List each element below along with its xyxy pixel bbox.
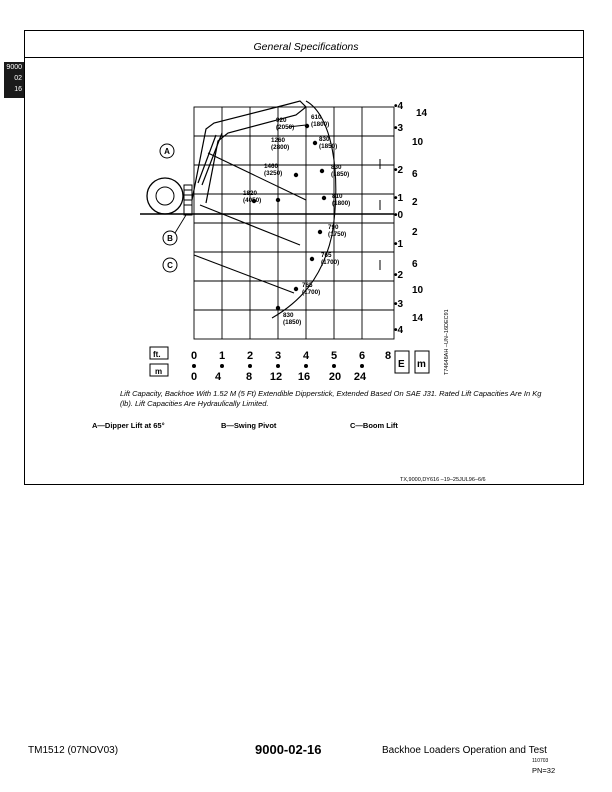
section-tab-line-2: 02 [14,75,22,82]
footer-page-number: PN=32 [532,766,556,775]
axis-tick-label: 2 [246,350,254,362]
section-tab [4,62,24,98]
capacity-label: 810 [332,193,343,200]
axis-m-label: m [155,367,163,376]
legend-item-b: B—Swing Pivot [221,421,277,430]
capacity-markers [252,124,326,310]
lift-range-curves [194,101,336,318]
axis-tick-label: 16 [297,371,311,383]
capacity-label: (4050) [243,197,262,204]
callout-c [163,258,177,272]
frame-left-rule [24,30,25,484]
callout-a [160,144,174,158]
scale-label-meters: •1 [394,239,404,250]
capacity-label: 610 [311,114,322,121]
scale-label-feet: 6 [412,259,418,270]
callout-a-letter: A [164,147,170,156]
axis-ft-label: ft. [153,350,161,359]
scale-label-meters: •2 [394,165,404,176]
footer-manual-id: TM1512 (07NOV03) [28,745,119,756]
axis-tick-label: 8 [245,371,253,383]
capacity-label: 765 [302,282,313,289]
capacity-label: 1820 [243,190,258,197]
scale-label-feet: 10 [412,285,424,296]
footer-section-number: 9000-02-16 [255,742,322,757]
scale-label-meters: •2 [394,270,404,281]
axis-tick-label: 4 [214,371,222,383]
frame-bottom-rule [24,484,584,485]
axis-tick-label: 5 [330,350,338,362]
scale-label-feet: 2 [412,197,418,208]
backhoe-frame [184,185,192,215]
capacity-label: (1800) [311,121,330,128]
capacity-label: (1850) [331,171,350,178]
capacity-label: (1800) [332,200,351,207]
figure-caption: Lift Capacity, Backhoe With 1.52 M (5 Ft) Extendible Dipperstick, Extended Based On SAE J31. Rated Lift Capacities Are In Kg (lb). Lift Capacities Are Hydraulically Limited. [120,389,542,408]
capacity-label: (1700) [302,289,321,296]
diagram-grid [194,107,394,339]
axis-tick-label: 24 [353,371,367,383]
frame-right-rule [583,30,584,484]
right-scale-outer [394,101,404,336]
axis-tick-label: 4 [302,350,310,362]
capacity-label: (2050) [276,124,295,131]
capacity-label: (1850) [283,319,302,326]
scale-label-meters: •3 [394,299,404,310]
capacity-label: 830 [319,136,330,143]
axis-tick-label: 8 [384,350,392,362]
page-header-title: General Specifications [253,41,359,53]
footer-date-code: 110703 [532,758,549,764]
unit-box-m: m [417,359,426,370]
scale-label-meters: •4 [394,101,404,112]
legend-item-c: C—Boom Lift [350,421,398,430]
capacity-label: 790 [328,224,339,231]
lift-capacity-diagram [110,85,450,385]
callout-c-letter: C [167,261,173,270]
callout-b-letter: B [167,234,173,243]
footer-manual-title: Backhoe Loaders Operation and Test [382,745,547,756]
bottom-axis [150,347,429,383]
capacity-label: (2800) [271,144,290,151]
section-tab-line-1: 9000 [6,64,22,71]
axis-tick-label: 3 [274,350,282,362]
scale-label-feet: 10 [412,137,424,148]
header-rule [24,57,584,58]
axis-tick-label: 12 [269,371,283,383]
scale-label-meters: •0 [394,210,404,221]
axis-tick-label: 20 [328,371,342,383]
scale-label-meters: •3 [394,123,404,134]
capacity-label: 830 [331,164,342,171]
axis-tick-label: 1 [218,350,226,362]
capacity-label: (1700) [321,259,340,266]
figure-side-code: T74648AH –UN–16DEC91 [444,309,450,375]
right-scale-inner [412,108,428,324]
capacity-label: 830 [283,312,294,319]
capacity-label: 765 [321,252,332,259]
scale-label-feet: 2 [412,227,418,238]
legend-item-a: A—Dipper Lift at 65° [92,421,165,430]
unit-box-e: E [398,359,405,370]
axis-tick-label: 0 [190,350,198,362]
callout-b [163,215,186,245]
capacity-label: 1460 [264,163,279,170]
axis-tick-label: 0 [190,371,198,383]
frame-top-rule [24,30,584,31]
backhoe-boom [192,101,306,203]
backhoe-tire [147,178,183,214]
axis-tick-label: 6 [358,350,366,362]
capacity-label: (1750) [328,231,347,238]
scale-label-feet: 6 [412,169,418,180]
capacity-label: 1260 [271,137,286,144]
scale-label-meters: •1 [394,193,404,204]
capacity-label: (1850) [319,143,338,150]
scale-label-feet: 14 [412,313,424,324]
reference-code: TX,9000,DY616 –19–25JUL96–6/6 [400,477,486,483]
scale-label-feet: 14 [416,108,428,119]
scale-label-meters: •4 [394,325,404,336]
capacity-label: 920 [276,117,287,124]
section-tab-line-3: 16 [14,86,22,93]
capacity-label: (3250) [264,170,283,177]
